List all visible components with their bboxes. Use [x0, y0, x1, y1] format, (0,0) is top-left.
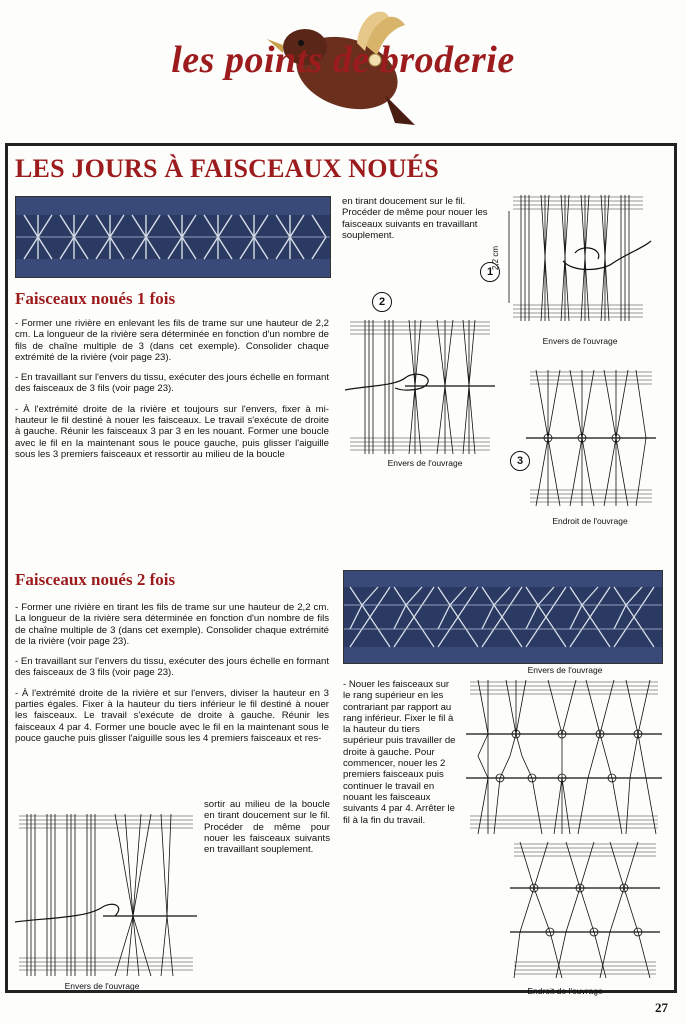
diagram-1-measure: 2,2 cm [491, 245, 500, 270]
section1-paragraph-1: - Former une rivière en enlevant les fils de trame sur une hauteur de 2,2 cm. La longueur de la rivière sera déterminée en fonction d'un nombre de fils de chaîne multiple de 3 (dans cet exemple). Consolider chaque extrémité de la rivière (voir page 23). [15, 318, 329, 363]
section1-paragraph-2: - En travaillant sur l'envers du tissu, exécuter des jours échelle en formant des faisceaux de 3 fils (voir page 23). [15, 372, 329, 395]
diagram-5 [466, 678, 662, 841]
diagram-6 [510, 840, 660, 985]
section2-continuation: sortir au milieu de la boucle en tirant doucement sur le fil. Procéder de même pour nouer les faisceaux suivants en travaillant souplement. [204, 799, 330, 856]
diagram-6-caption: Endroit de l'ouvrage [527, 986, 603, 996]
section2-paragraph-3: - À l'extrémité droite de la rivière et sur l'envers, diviser la hauteur en 3 parties égales. Fixer à la hauteur du tiers inférieur le fil destiné à nouer les faisceaux. Le travail s'exécute de droite à gauche. Réunir les faisceaux 4 par 4. Former une boucle avec le fil en la maintenant sous le pouce gauche puis glisser l'aiguille sous les 4 premiers faisceaux et res- [15, 687, 329, 744]
diagram-4 [15, 812, 197, 983]
section2-paragraph-1: - Former une rivière en tirant les fils de trame sur une hauteur de 2,2 cm. La longueur de la rivière sera déterminée en fonction d'un nombre de fils de chaîne multiple de 3 (dans cet exemple). Consolider chaque extrémité de la rivière (voir page 23). [15, 602, 329, 647]
diagram-2-caption: Envers de l'ouvrage [387, 458, 463, 468]
diagram-3 [526, 368, 656, 513]
main-title: LES JOURS À FAISCEAUX NOUÉS [15, 154, 439, 183]
diagram-2-number: 2 [372, 292, 392, 312]
section2-side-text: - Nouer les faisceaux sur le rang supérieur en les contrariant par rapport au rang inférieur. Fixer le fil à la hauteur du tiers supérieur puis travailler de droite à gauche. Pour commencer, nouer les 2 premiers faisceaux puis continuer le travail en nouant les faisceaux suivants 4 par 4. Arrêter le fil à la fin du travail. [343, 679, 456, 826]
photo2-caption: Envers de l'ouvrage [527, 665, 603, 675]
section2-body [15, 602, 329, 753]
section1-title: Faisceaux noués 1 fois [15, 289, 176, 308]
diagram-2 [345, 318, 495, 461]
section1-body [15, 318, 329, 469]
section2-paragraph-2: - En travaillant sur l'envers du tissu, exécuter des jours échelle en formant des faisceaux de 3 fils (voir page 23). [15, 656, 329, 679]
top-right-text: en tirant doucement sur le fil. Procéder de même pour nouer les faisceaux suivants en travaillant souplement. [342, 196, 488, 241]
diagram-4-caption: Envers de l'ouvrage [64, 981, 140, 991]
section1-paragraph-3: - À l'extrémité droite de la rivière et toujours sur l'envers, fixer à mi-hauteur le fil destiné à nouer les faisceaux. Le travail s'exécute de droite à gauche. Réunir les faisceaux 3 par 3 en les nouant. Former une boucle avec le fil en la maintenant sous le pouce gauche, puis glisser l'aiguille sous les 3 premiers faisceaux et ressortir au milieu de la boucle [15, 403, 329, 460]
diagram-3-number: 3 [510, 451, 530, 471]
page-number: 27 [655, 1000, 668, 1015]
photo-faisceaux-1-fois [15, 196, 331, 278]
diagram-1 [503, 193, 653, 338]
diagram-3-caption: Endroit de l'ouvrage [552, 516, 628, 526]
header-title: les points de broderie [171, 39, 515, 81]
photo-faisceaux-2-fois [343, 570, 663, 664]
section2-title: Faisceaux noués 2 fois [15, 570, 176, 589]
diagram-1-number: 1 [480, 262, 500, 282]
diagram-1-caption: Envers de l'ouvrage [542, 336, 618, 346]
